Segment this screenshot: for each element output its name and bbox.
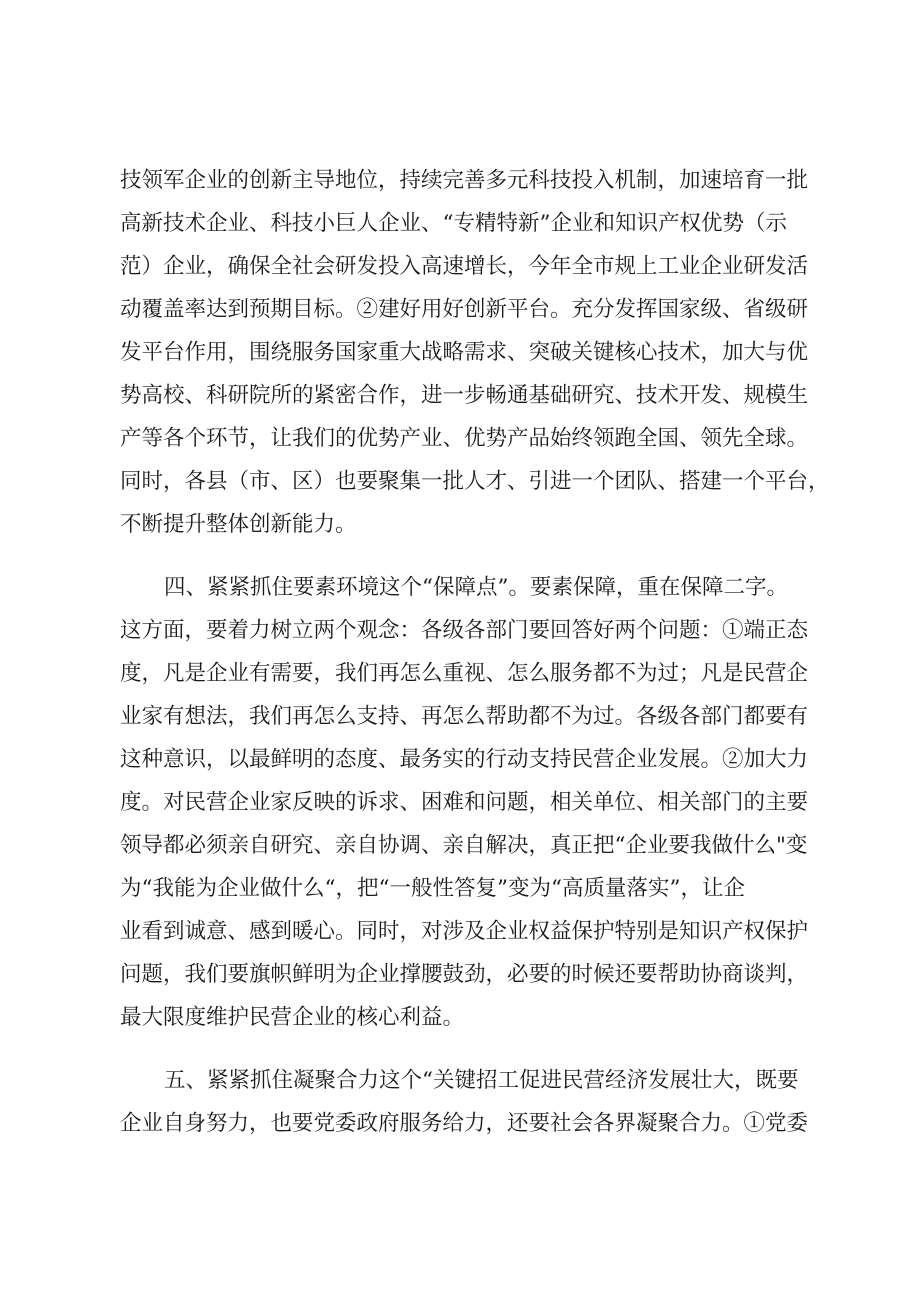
text-line-18: 业看到诚意、感到暖心。同时，对涉及企业权益保护特别是知识产权保护	[120, 919, 809, 944]
text-line-8: 同时，各县（市、区）也要聚集一批人才、引进一个团队、搭建一个平台，	[120, 469, 830, 494]
text-line-19: 问题，我们要旗帜鲜明为企业撑腰鼓劲，必要的时候还要帮助协商谈判，	[120, 962, 809, 987]
text-line-21: 五、紧紧抓住凝聚合力这个“关键招工促进民营经济发展壮大，既要	[164, 1068, 799, 1093]
text-line-11: 这方面，要着力树立两个观念：各级各部门要回答好两个问题：①端正态	[120, 618, 809, 643]
text-line-2: 高新技术企业、科技小巨人企业、“专精特新”企业和知识产权优势（示	[120, 211, 787, 236]
text-line-20: 最大限度维护民营企业的核心利益。	[120, 1005, 465, 1030]
text-line-7: 产等各个环节，让我们的优势产业、优势产品始终领跑全国、领先全球。	[120, 426, 809, 451]
text-line-9: 不断提升整体创新能力。	[120, 512, 357, 537]
text-line-5: 发平台作用，围绕服务国家重大战略需求、突破关键核心技术，加大与优	[120, 340, 809, 365]
text-line-12: 度，凡是企业有需要，我们再怎么重视、怎么服务都不为过；凡是民营企	[120, 661, 809, 686]
text-line-22: 企业自身努力，也要党委政府服务给力，还要社会各界凝聚合力。①党委	[120, 1111, 809, 1136]
text-line-4: 动覆盖率达到预期目标。②建好用好创新平台。充分发挥国家级、省级研	[120, 297, 809, 322]
text-line-17: 为“我能为企业做什么“，把“一般性答复”变为“高质量落实”，让企	[120, 876, 745, 901]
text-line-14: 这种意识，以最鲜明的态度、最务实的行动支持民营企业发展。②加大力	[120, 747, 809, 772]
text-line-15: 度。对民营企业家反映的诉求、困难和问题，相关单位、相关部门的主要	[120, 790, 809, 815]
text-line-6: 势高校、科研院所的紧密合作，进一步畅通基础研究、技术开发、规模生	[120, 383, 809, 408]
text-line-1: 技领军企业的创新主导地位，持续完善多元科技投入机制，加速培育一批	[120, 168, 809, 193]
text-line-16: 领导都必须亲自研究、亲自协调、亲自解决，真正把“企业要我做什么"变	[120, 833, 808, 858]
text-line-13: 业家有想法，我们再怎么支持、再怎么帮助都不为过。各级各部门都要有	[120, 704, 809, 729]
text-line-10: 四、紧紧抓住要素环境这个“保障点”。要素保障，重在保障二字。	[164, 575, 788, 600]
text-line-3: 范）企业，确保全社会研发投入高速增长，今年全市规上工业企业研发活	[120, 254, 809, 279]
